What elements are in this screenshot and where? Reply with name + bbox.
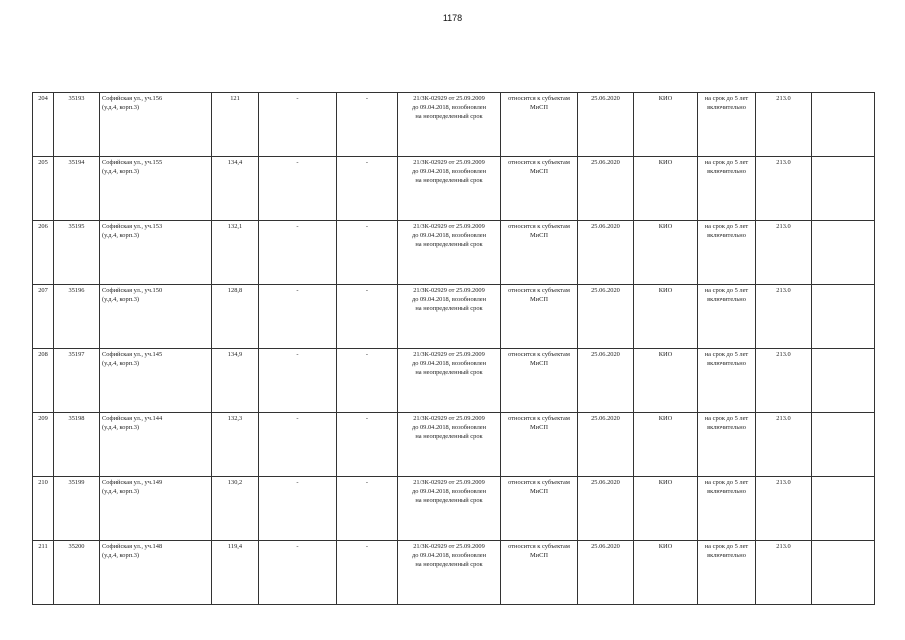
blank-cell — [812, 157, 875, 221]
code-cell: 213.0 — [756, 349, 812, 413]
relation-cell: относится к субъектам МиСП — [501, 221, 578, 285]
relation-cell: относится к субъектам МиСП — [501, 93, 578, 157]
blank-cell — [812, 93, 875, 157]
organization-cell: КИО — [634, 477, 698, 541]
organization-cell: КИО — [634, 285, 698, 349]
row-number: 204 — [33, 93, 54, 157]
row-number: 207 — [33, 285, 54, 349]
empty-value-cell: - — [337, 477, 398, 541]
organization-cell: КИО — [634, 413, 698, 477]
empty-value-cell: - — [259, 413, 337, 477]
relation-cell: относится к субъектам МиСП — [501, 541, 578, 605]
address-cell: Софийская ул., уч.148 (у.д.4, корп.3) — [100, 541, 212, 605]
organization-cell: КИО — [634, 221, 698, 285]
row-number: 211 — [33, 541, 54, 605]
term-cell: на срок до 5 лет включительно — [698, 477, 756, 541]
object-id: 35197 — [54, 349, 100, 413]
code-cell: 213.0 — [756, 477, 812, 541]
blank-cell — [812, 349, 875, 413]
lease-document-cell: 21/ЗК-02929 от 25.09.2009 до 09.04.2018, возобновлен на неопределенный срок — [398, 477, 501, 541]
date-cell: 25.06.2020 — [578, 477, 634, 541]
table-row — [33, 93, 875, 157]
term-cell: на срок до 5 лет включительно — [698, 285, 756, 349]
lease-document-cell: 21/ЗК-02929 от 25.09.2009 до 09.04.2018, возобновлен на неопределенный срок — [398, 93, 501, 157]
empty-value-cell: - — [337, 541, 398, 605]
organization-cell: КИО — [634, 541, 698, 605]
area-cell: 134,9 — [212, 349, 259, 413]
empty-value-cell: - — [337, 221, 398, 285]
empty-value-cell: - — [337, 413, 398, 477]
table-row — [33, 157, 875, 221]
lease-document-cell: 21/ЗК-02929 от 25.09.2009 до 09.04.2018, возобновлен на неопределенный срок — [398, 157, 501, 221]
table-row — [33, 413, 875, 477]
blank-cell — [812, 413, 875, 477]
blank-cell — [812, 221, 875, 285]
date-cell: 25.06.2020 — [578, 93, 634, 157]
object-id: 35196 — [54, 285, 100, 349]
empty-value-cell: - — [259, 477, 337, 541]
date-cell: 25.06.2020 — [578, 541, 634, 605]
code-cell: 213.0 — [756, 221, 812, 285]
object-id: 35195 — [54, 221, 100, 285]
table-row — [33, 349, 875, 413]
row-number: 206 — [33, 221, 54, 285]
table-row — [33, 285, 875, 349]
relation-cell: относится к субъектам МиСП — [501, 157, 578, 221]
empty-value-cell: - — [337, 349, 398, 413]
organization-cell: КИО — [634, 349, 698, 413]
area-cell: 132,1 — [212, 221, 259, 285]
area-cell: 128,8 — [212, 285, 259, 349]
empty-value-cell: - — [259, 349, 337, 413]
term-cell: на срок до 5 лет включительно — [698, 413, 756, 477]
term-cell: на срок до 5 лет включительно — [698, 157, 756, 221]
code-cell: 213.0 — [756, 413, 812, 477]
relation-cell: относится к субъектам МиСП — [501, 413, 578, 477]
relation-cell: относится к субъектам МиСП — [501, 477, 578, 541]
row-number: 210 — [33, 477, 54, 541]
area-cell: 134,4 — [212, 157, 259, 221]
table-row — [33, 477, 875, 541]
area-cell: 119,4 — [212, 541, 259, 605]
empty-value-cell: - — [337, 285, 398, 349]
address-cell: Софийская ул., уч.144 (у.д.4, корп.3) — [100, 413, 212, 477]
address-cell: Софийская ул., уч.145 (у.д.4, корп.3) — [100, 349, 212, 413]
date-cell: 25.06.2020 — [578, 413, 634, 477]
blank-cell — [812, 541, 875, 605]
area-cell: 121 — [212, 93, 259, 157]
lease-document-cell: 21/ЗК-02929 от 25.09.2009 до 09.04.2018, возобновлен на неопределенный срок — [398, 285, 501, 349]
empty-value-cell: - — [337, 93, 398, 157]
lease-document-cell: 21/ЗК-02929 от 25.09.2009 до 09.04.2018, возобновлен на неопределенный срок — [398, 221, 501, 285]
code-cell: 213.0 — [756, 157, 812, 221]
table-row — [33, 221, 875, 285]
address-cell: Софийская ул., уч.149 (у.д.4, корп.3) — [100, 477, 212, 541]
code-cell: 213.0 — [756, 541, 812, 605]
date-cell: 25.06.2020 — [578, 349, 634, 413]
address-cell: Софийская ул., уч.150 (у.д.4, корп.3) — [100, 285, 212, 349]
area-cell: 132,3 — [212, 413, 259, 477]
blank-cell — [812, 285, 875, 349]
organization-cell: КИО — [634, 157, 698, 221]
empty-value-cell: - — [337, 157, 398, 221]
organization-cell: КИО — [634, 93, 698, 157]
page-number: 1178 — [442, 13, 463, 23]
register-body — [33, 93, 875, 605]
date-cell: 25.06.2020 — [578, 157, 634, 221]
code-cell: 213.0 — [756, 93, 812, 157]
empty-value-cell: - — [259, 285, 337, 349]
term-cell: на срок до 5 лет включительно — [698, 349, 756, 413]
table-row — [33, 541, 875, 605]
address-cell: Софийская ул., уч.155 (у.д.4, корп.3) — [100, 157, 212, 221]
lease-document-cell: 21/ЗК-02929 от 25.09.2009 до 09.04.2018, возобновлен на неопределенный срок — [398, 413, 501, 477]
address-cell: Софийская ул., уч.156 (у.д.4, корп.3) — [100, 93, 212, 157]
date-cell: 25.06.2020 — [578, 285, 634, 349]
object-id: 35200 — [54, 541, 100, 605]
register-table — [32, 92, 875, 605]
code-cell: 213.0 — [756, 285, 812, 349]
lease-document-cell: 21/ЗК-02929 от 25.09.2009 до 09.04.2018, возобновлен на неопределенный срок — [398, 349, 501, 413]
row-number: 208 — [33, 349, 54, 413]
object-id: 35198 — [54, 413, 100, 477]
area-cell: 130,2 — [212, 477, 259, 541]
address-cell: Софийская ул., уч.153 (у.д.4, корп.3) — [100, 221, 212, 285]
object-id: 35199 — [54, 477, 100, 541]
empty-value-cell: - — [259, 221, 337, 285]
empty-value-cell: - — [259, 93, 337, 157]
date-cell: 25.06.2020 — [578, 221, 634, 285]
relation-cell: относится к субъектам МиСП — [501, 285, 578, 349]
term-cell: на срок до 5 лет включительно — [698, 221, 756, 285]
term-cell: на срок до 5 лет включительно — [698, 93, 756, 157]
blank-cell — [812, 477, 875, 541]
term-cell: на срок до 5 лет включительно — [698, 541, 756, 605]
object-id: 35193 — [54, 93, 100, 157]
relation-cell: относится к субъектам МиСП — [501, 349, 578, 413]
row-number: 209 — [33, 413, 54, 477]
empty-value-cell: - — [259, 541, 337, 605]
lease-document-cell: 21/ЗК-02929 от 25.09.2009 до 09.04.2018, возобновлен на неопределенный срок — [398, 541, 501, 605]
row-number: 205 — [33, 157, 54, 221]
object-id: 35194 — [54, 157, 100, 221]
empty-value-cell: - — [259, 157, 337, 221]
